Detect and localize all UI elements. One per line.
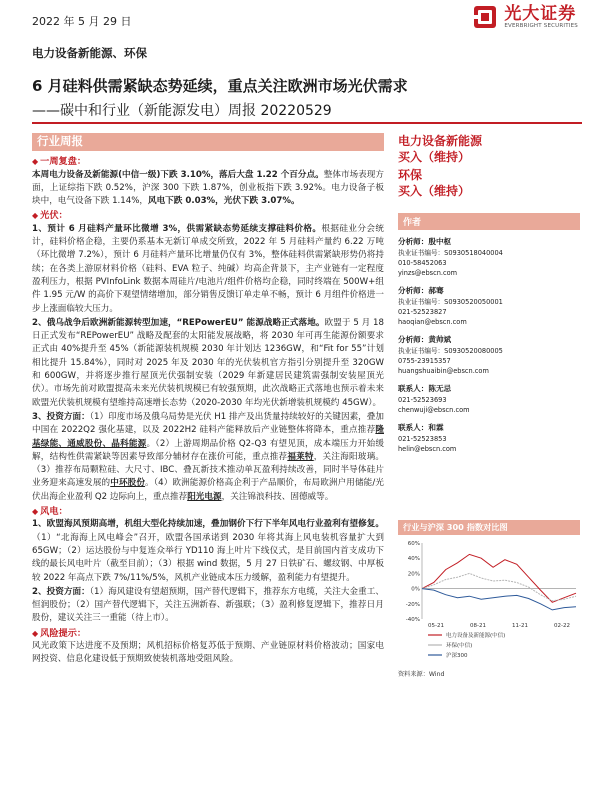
page-title: 6 月硅料供需紧缺态势延续，重点关注欧洲市场光伏需求 — [32, 77, 408, 95]
analyst-email[interactable]: yinzs@ebscn.com — [398, 269, 458, 277]
wind-heading: ◆ 风电： — [32, 506, 68, 518]
chart-x-tick-label: 02-22 — [554, 623, 570, 629]
risk-heading: ◆ 风险提示： — [32, 627, 87, 639]
logo-text-cn: 光大证券 — [504, 4, 577, 24]
contact-card: 联系人：陈无忌 021-52523693 chenwuji@ebscn.com — [398, 383, 580, 415]
page-subtitle: ——碳中和行业（新能源发电）周报 20220529 — [32, 103, 332, 119]
analyst-email[interactable]: haoqian@ebscn.com — [398, 318, 467, 326]
analyst-card: 分析师：殷中枢 执业证书编号：S0930518040004 010-58452063 yinzs@ebscn.com — [398, 236, 580, 278]
chart-y-tick-label: 60% — [407, 541, 420, 547]
main-body — [32, 133, 384, 800]
rating-sector-1: 电力设备新能源 — [398, 134, 483, 148]
rating-value-1: 买入（维持） — [398, 150, 471, 164]
chart-y-tick-label: 0% — [411, 586, 420, 593]
sidebar — [398, 133, 580, 461]
chart-y-tick-label: -20% — [405, 601, 420, 608]
chart-y-tick-label: 40% — [407, 556, 420, 563]
analyst-card: 分析师：郝骞 执业证书编号：S0930520050001 021-52523827 haoqian@ebscn.com — [398, 285, 580, 327]
chart-x-tick-label: 08-21 — [470, 623, 486, 629]
diamond-icon: ◆ — [32, 157, 39, 167]
pv-paragraph-2: 2、俄乌战争后欧洲新能源转型加速，“REPowerEU” 能源战略正式落地。欧盟于 5 月 18 日正式发布“REPowerEU” 战略及配套的太阳能发展战略，将 2030 年可再生能源份额要求正式由 40%提升至 45%（新能源装机规模 2030 年计划达 1236GW，和“Fit for 55”计划相比提升 15.84%），同时对 2025 年及 2030 年的光伏装机官方指引分别提升至 320GW 和 600GW，并将逐步推行屋顶光伏强制安装（2029 年新建居民建筑需强制安装屋顶光伏）。市场先前对欧盟提高未来光伏装机规模已有较强预期，此次战略正式落地也预示着未来欧盟光伏装机规模有望维持高速增长态势（2020-2030 年均光伏新增装机规模约 45GW）。 — [32, 317, 384, 408]
chart-source: 资料来源：Wind — [398, 671, 445, 678]
rating-value-2: 买入（维持） — [398, 184, 471, 198]
report-sector: 电力设备新能源、环保 — [32, 46, 147, 60]
section-title: 行业周报 — [32, 133, 384, 151]
pv-heading: ◆ 光伏： — [32, 210, 68, 222]
risk-paragraph: 风光政策下达进度不及预期；风机招标价格复苏低于预期、产业链原材料价格波动；国家电网投资、信息化建设低于预期致使装机落地受阻风险。 — [32, 640, 384, 665]
index-comparison-chart — [398, 537, 580, 665]
diamond-icon: ◆ — [32, 628, 39, 638]
contact-email[interactable]: helin@ebscn.com — [398, 445, 457, 453]
title-divider — [32, 122, 582, 124]
chart-x-tick-label: 05-21 — [428, 623, 444, 629]
weekly-review-paragraph: 本周电力设备及新能源(中信一级)下跌 3.10%，落后大盘 1.22 个百分点。整体市场表现方面，上证综指下跌 0.52%，沪深 300 下跌 1.87%，创业板指下跌 3.92%。电力设备子板块中，电气设备下跌 1.14%，风电下跌 0.03%，光伏下跌 3.07%。 — [32, 169, 384, 207]
chart-legend-label: 沪深300 — [446, 653, 468, 659]
logo-mark-icon — [472, 4, 498, 30]
analyst-email[interactable]: huangshuaibin@ebscn.com — [398, 367, 489, 375]
contact-card: 联系人：和霖 021-52523853 helin@ebscn.com — [398, 422, 580, 454]
wind-paragraph-2: 2、投资方面：（1）海风建设有望超预期，国产替代逻辑下，推荐东方电缆，关注大金重工、恒润股份；（2）国产替代逻辑下，关注五洲新春、新强联；（3）盈利修复逻辑下，推荐日月股份，建议关注三一重能（待上市）。 — [32, 586, 384, 624]
company-logo — [472, 4, 578, 30]
pv-paragraph-1: 1、预计 6 月硅料产量环比微增 3%，供需紧缺态势延续支撑硅料价格。根据硅业分会统计，硅料价格企稳，主要仍系基本无新订单成交所致，2022 年 5 月硅料产量约 6.22 万吨（环比微增 7.2%），预计 6 月硅料产量环比增量仍仅有 3%，整体硅料供需紧缺形势仍将持续；在各类上游原材料价格（硅料、EVA 粒子、纯碱）均高企背景下，主产业链有一定程度盈利压力，根据 PVInfoLink 数据本周硅片/电池片/组件价格均企稳，同时终端在 500W+组件 1.95 元/W 的高价下观望情绪增加，部分销售反馈订单走单不畅，预计 6 月组件价格进一步上涨面临较大压力。 — [32, 223, 384, 314]
chart-title: 行业与沪深 300 指数对比图 — [398, 520, 580, 535]
chart-series-line — [422, 554, 576, 602]
author-section-title: 作者 — [398, 213, 580, 230]
chart-y-tick-label: -40% — [405, 617, 420, 623]
diamond-icon: ◆ — [32, 211, 39, 221]
chart-legend-label: 环保(中信) — [446, 643, 473, 649]
logo-text-en: EVERBRIGHT SECURITIES — [504, 23, 578, 29]
analyst-card: 分析师：黄帅斌 执业证书编号：S0930520080005 0755-23915357 huangshuaibin@ebscn.com — [398, 334, 580, 376]
chart-series-line — [422, 589, 576, 610]
diamond-icon: ◆ — [32, 507, 39, 517]
wind-paragraph-1: 1、欧盟海风预期高增，机组大型化持续加速，叠加钢价下行下半年风电行业盈利有望修复。（1）“北海海上风电峰会”召开，欧盟各国承诺到 2030 年将其海上风电装机容量扩大到 65GW；（2）运达股份与中复连众举行 YD110 海上叶片下线仪式，是目前国内首支成功下线的最长风电叶片（截至目前）；（3）根据 wind 数据，5 月 27 日铁矿石、螺纹钢、中厚板较 2022 年高点下跌 7%/11%/5%，风机产业链成本压力缓解，盈利能力有望提升。 — [32, 519, 384, 583]
weekly-review-heading: ◆ 一周复盘： — [32, 156, 87, 168]
chart-y-tick-label: 20% — [407, 571, 420, 578]
rating-sector-2: 环保 — [398, 168, 423, 182]
pv-paragraph-3: 3、投资方面：（1）印度市场及俄乌局势是光伏 H1 排产及出货量持续较好的关键因素，叠加中国在 2022Q2 强化基建，以及 2022H2 硅料产能释放后产业链整体将降本，重点推荐隆基绿能、通威股份、晶科能源。（2）上游周期品价格 Q2-Q3 有望见顶，成本端压力开始缓解，结构性供需紧缺等因素导致部分辅材存在涨价可能，重点推荐福莱特，关注海阳玻璃。（3）推荐布局颗粒硅、大尺寸、IBC、叠瓦新技术推动单瓦盈利持续改善，同时半导体硅片业务迎来高速发展的中环股份。（4）欧洲能源价格高企利于产品顺价，布局欧洲户用储能/光伏出海企业盈利 Q2 边际向上，重点推荐阳光电源，关注锦浪科技、固德威等。 — [32, 411, 384, 502]
chart-legend-label: 电力设备及新能源(中信) — [446, 633, 506, 639]
chart-x-tick-label: 11-21 — [512, 623, 528, 629]
report-date: 2022 年 5 月 29 日 — [32, 15, 132, 28]
contact-email[interactable]: chenwuji@ebscn.com — [398, 406, 470, 414]
